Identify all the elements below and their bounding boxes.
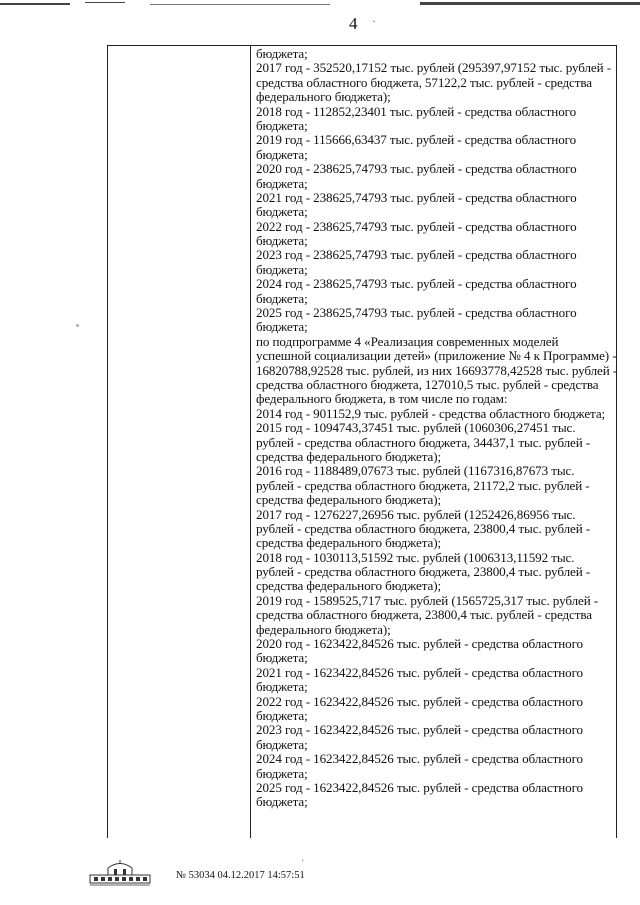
text-line: бюджета; (256, 794, 308, 810)
document-registration-code: № 53034 04.12.2017 14:57:51 (176, 870, 305, 881)
text-line: 2024 год - 238625,74793 тыс. рублей - средства областного (256, 276, 577, 292)
text-line: 2024 год - 1623422,84526 тыс. рублей - средства областного (256, 751, 583, 767)
text-line: федерального бюджета, в том числе по годам: (256, 391, 508, 407)
text-line: бюджета; (256, 765, 308, 781)
text-line: 16820788,92528 тыс. рублей, из них 16693778,42528 тыс. рублей - (256, 362, 618, 378)
text-line: 2022 год - 238625,74793 тыс. рублей - средства областного (256, 218, 577, 234)
text-line: бюджета; (256, 46, 308, 61)
text-line: 2015 год - 1094743,37451 тыс. рублей (1060306,27451 тыс. (256, 420, 576, 436)
page-mark: · (372, 14, 376, 28)
text-line: бюджета; (256, 204, 308, 220)
text-line: рублей - средства областного бюджета, 23800,4 тыс. рублей - (256, 564, 591, 580)
text-line: бюджета; (256, 175, 308, 191)
text-line: 2025 год - 238625,74793 тыс. рублей - средства областного (256, 305, 577, 321)
text-line: бюджета; (256, 736, 308, 752)
text-line: федерального бюджета); (256, 621, 391, 637)
text-line: рублей - средства областного бюджета, 21172,2 тыс. рублей - (256, 477, 590, 493)
text-line: средства областного бюджета, 57122,2 тыс. рублей - средства (256, 74, 593, 90)
page-number: 4 (349, 14, 358, 33)
text-line: средства областного бюджета, 23800,4 тыс. рублей - средства (256, 607, 593, 623)
text-line: 2016 год - 1188489,07673 тыс. рублей (1167316,87673 тыс. (256, 463, 575, 479)
text-line: по подпрограмме 4 «Реализация современных моделей (256, 333, 559, 349)
text-line: средства федерального бюджета); (256, 492, 442, 508)
text-line: 2021 год - 238625,74793 тыс. рублей - средства областного (256, 189, 577, 205)
text-line: 2021 год - 1623422,84526 тыс. рублей - средства областного (256, 664, 583, 680)
text-line: бюджета; (256, 707, 308, 723)
text-line: 2020 год - 1623422,84526 тыс. рублей - средства областного (256, 636, 583, 652)
text-line: бюджета; (256, 117, 308, 133)
registry-stamp-logo (88, 858, 152, 886)
text-line: 2020 год - 238625,74793 тыс. рублей - средства областного (256, 161, 577, 177)
funding-text (256, 46, 618, 810)
text-line: 2023 год - 1623422,84526 тыс. рублей - средства областного (256, 722, 583, 738)
text-line: 2018 год - 112852,23401 тыс. рублей - средства областного (256, 103, 577, 119)
text-line: средства областного бюджета, 127010,5 тыс. рублей - средства (256, 376, 599, 392)
document-footer (88, 858, 418, 888)
text-line: федерального бюджета); (256, 89, 391, 105)
text-line: бюджета; (256, 290, 308, 306)
text-line: бюджета; (256, 146, 308, 162)
table-column-divider (250, 46, 251, 838)
text-line: 2017 год - 1276227,26956 тыс. рублей (1252426,86956 тыс. (256, 506, 576, 522)
text-line: 2019 год - 1589525,717 тыс. рублей (1565725,317 тыс. рублей - (256, 592, 599, 608)
text-line: средства федерального бюджета); (256, 535, 442, 551)
text-line: рублей - средства областного бюджета, 34437,1 тыс. рублей - (256, 434, 591, 450)
text-line: бюджета; (256, 679, 308, 695)
text-line: бюджета; (256, 261, 308, 277)
margin-mark (76, 324, 79, 327)
text-line: 2019 год - 115666,63437 тыс. рублей - средства областного (256, 132, 577, 148)
text-line: 2014 год - 901152,9 тыс. рублей - средства областного бюджета; (256, 405, 606, 421)
text-line: бюджета; (256, 650, 308, 666)
text-line: бюджета; (256, 233, 308, 249)
text-line: 2018 год - 1030113,51592 тыс. рублей (1006313,11592 тыс. (256, 549, 575, 565)
scan-top-edge (0, 0, 640, 10)
text-line: 2023 год - 238625,74793 тыс. рублей - средства областного (256, 247, 577, 263)
text-line: рублей - средства областного бюджета, 23800,4 тыс. рублей - (256, 520, 591, 536)
text-line: средства федерального бюджета); (256, 448, 442, 464)
text-line: 2025 год - 1623422,84526 тыс. рублей - средства областного (256, 779, 583, 795)
text-line: 2017 год - 352520,17152 тыс. рублей (295397,97152 тыс. рублей - (256, 60, 611, 76)
text-line: успешной социализации детей» (приложение № 4 к Программе) - (256, 348, 617, 364)
text-line: бюджета; (256, 319, 308, 335)
text-line: 2022 год - 1623422,84526 тыс. рублей - средства областного (256, 693, 583, 709)
document-table (107, 45, 617, 838)
text-line: средства федерального бюджета); (256, 578, 442, 594)
footer-mark: ' (302, 858, 304, 868)
